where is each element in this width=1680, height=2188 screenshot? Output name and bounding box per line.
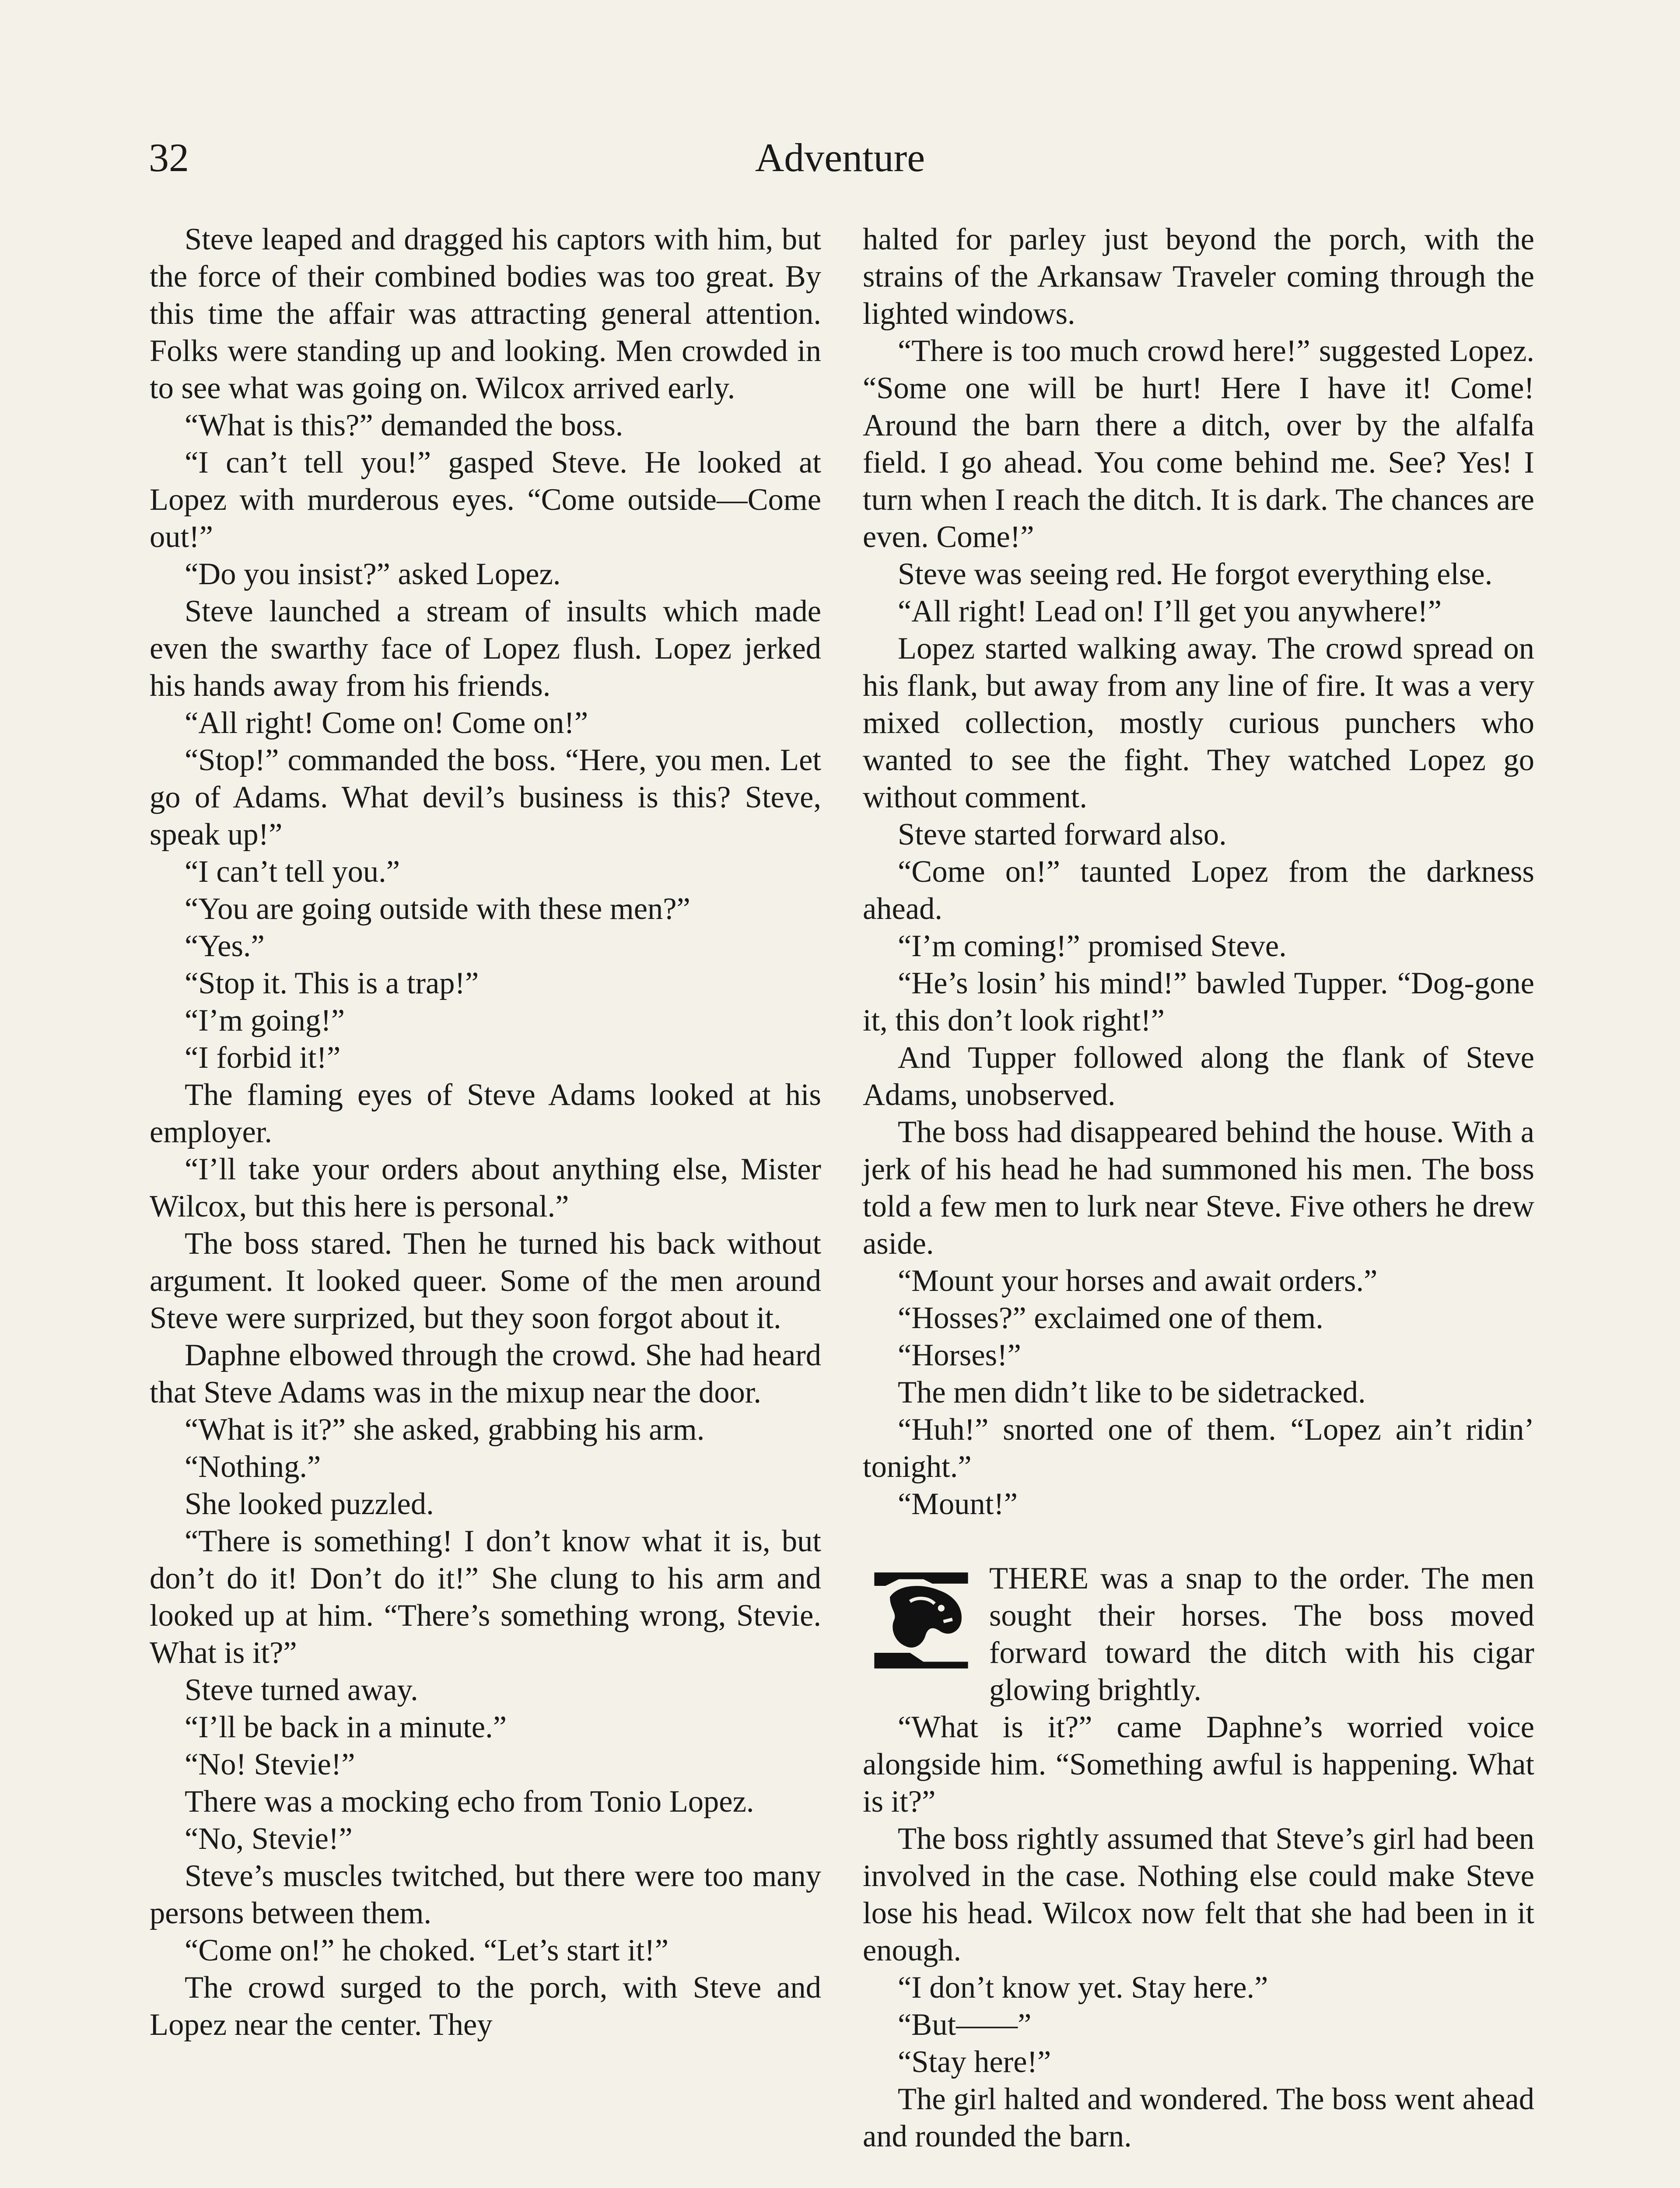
paragraph: “I don’t know yet. Stay here.” (898, 1971, 1268, 2005)
section-first-paragraph: THERE was a snap to the order. The men sought their horses. The boss moved forward toward the ditch with his cigar glowing brightly. (989, 1561, 1534, 1707)
paragraph: halted for parley just beyond the porch, with the strains of the Arkansaw Traveler coming through the lighted windows. (863, 222, 1534, 331)
paragraph: There was a mocking echo from Tonio Lopez. (185, 1785, 754, 1819)
paragraph: “Huh!” snorted one of them. “Lopez ain’t ridin’ tonight.” (863, 1413, 1534, 1484)
paragraph: “All right! Lead on! I’ll get you anywhere!” (898, 594, 1442, 628)
paragraph: Steve launched a stream of insults which made even the swarthy face of Lopez flush. Lopez jerked his hands away from his friends. (150, 594, 821, 703)
paragraph: The men didn’t like to be sidetracked. (898, 1375, 1366, 1410)
horse-head-icon (865, 1564, 977, 1675)
section-break (863, 1560, 1534, 2155)
paragraph: And Tupper followed along the flank of Steve Adams, unobserved. (863, 1041, 1534, 1112)
paragraph: The boss stared. Then he turned his back without argument. It looked queer. Some of the men around Steve were surprized, but they soon forgot about it. (150, 1227, 821, 1335)
page-number: 32 (149, 135, 189, 180)
paragraph: “What is it?” came Daphne’s worried voice alongside him. “Something awful is happening. What is it?” (863, 1710, 1534, 1819)
paragraph: “Mount!” (898, 1487, 1018, 1521)
paragraph: “Do you insist?” asked Lopez. (185, 557, 561, 591)
paragraph: Steve’s muscles twitched, but there were too many persons between them. (150, 1859, 821, 1930)
paragraph: “I’m coming!” promised Steve. (898, 929, 1287, 963)
paragraph: “I’ll take your orders about anything else, Mister Wilcox, but this here is personal.” (150, 1152, 821, 1224)
paragraph: “I can’t tell you!” gasped Steve. He looked at Lopez with murderous eyes. “Come outside—Come out!” (150, 445, 821, 554)
page-header (149, 127, 1531, 188)
paragraph: “Horses!” (898, 1338, 1021, 1372)
paragraph: “Mount your horses and await orders.” (898, 1264, 1378, 1298)
running-title: Adventure (755, 135, 925, 180)
paragraph: “What is it?” she asked, grabbing his arm. (185, 1413, 705, 1447)
paragraph: “Stop!” commanded the boss. “Here, you men. Let go of Adams. What devil’s business is this? Steve, speak up!” (150, 743, 821, 852)
paragraph: The boss had disappeared behind the house. With a jerk of his head he had summoned his men. The boss told a few men to lurk near Steve. Five others he drew aside. (863, 1115, 1534, 1261)
paragraph: “I can’t tell you.” (185, 855, 400, 889)
right-column (863, 221, 1534, 2155)
paragraph: “He’s losin’ his mind!” bawled Tupper. “Dog-gone it, this don’t look right!” (863, 966, 1534, 1038)
paragraph: “There is too much crowd here!” suggested Lopez. “Some one will be hurt! Here I have it! Come! Around the barn there a ditch, over by the alfalfa field. I go ahead. You come behind me. See? Yes! I turn when I reach the ditch. It is dark. The chances are even. Come!” (863, 334, 1534, 554)
paragraph: “Come on!” he choked. “Let’s start it!” (185, 1933, 669, 1967)
left-column (150, 221, 821, 2044)
paragraph: “You are going outside with these men?” (185, 892, 690, 926)
right-column-top (863, 221, 1534, 1523)
section-paragraphs (863, 1709, 1534, 2155)
paragraph: Lopez started walking away. The crowd spread on his flank, but away from any line of fire. It was a very mixed collection, mostly curious punchers who wanted to see the fight. They watched Lopez go without comment. (863, 631, 1534, 814)
paragraph: “Yes.” (185, 929, 265, 963)
paragraph: “There is something! I don’t know what it is, but don’t do it! Don’t do it!” She clung to his arm and looked up at him. “There’s something wrong, Stevie. What is it?” (150, 1524, 821, 1670)
paragraph: “Nothing.” (185, 1450, 321, 1484)
paragraph: Steve turned away. (185, 1673, 418, 1707)
paragraph: Steve leaped and dragged his captors with him, but the force of their combined bodies was too great. By this time the affair was attracting general attention. Folks were standing up and looking. Men crowded in to see what was going on. Wilcox arrived early. (150, 222, 821, 405)
horse-head-ornament-icon (865, 1564, 977, 1675)
paragraph: The girl halted and wondered. The boss went ahead and rounded the barn. (863, 2082, 1534, 2153)
paragraph: “Stop it. This is a trap!” (185, 966, 479, 1000)
paragraph: “No, Stevie!” (185, 1822, 353, 1856)
paragraph: “I forbid it!” (185, 1041, 341, 1075)
paragraph: “Stay here!” (898, 2045, 1051, 2079)
paragraph: “I’m going!” (185, 1003, 345, 1038)
paragraph: “All right! Come on! Come on!” (185, 706, 588, 740)
paragraph: Steve was seeing red. He forgot everything else. (898, 557, 1493, 591)
paragraph: “Hosses?” exclaimed one of them. (898, 1301, 1323, 1335)
paragraph: “No! Stevie!” (185, 1747, 355, 1781)
paragraph: The flaming eyes of Steve Adams looked at his employer. (150, 1078, 821, 1149)
paragraph: She looked puzzled. (185, 1487, 434, 1521)
paragraph: The crowd surged to the porch, with Steve and Lopez near the center. They (150, 1971, 821, 2042)
paragraph: Daphne elbowed through the crowd. She had heard that Steve Adams was in the mixup near the door. (150, 1338, 821, 1410)
paragraph: The boss rightly assumed that Steve’s girl had been involved in the case. Nothing else could make Steve lose his head. Wilcox now felt that she had been in it enough. (863, 1822, 1534, 1967)
paragraph: Steve started forward also. (898, 817, 1227, 852)
paragraph: “Come on!” taunted Lopez from the darkness ahead. (863, 855, 1534, 926)
paragraph: “But——” (898, 2008, 1032, 2042)
paragraph: “What is this?” demanded the boss. (185, 408, 623, 442)
paragraph: “I’ll be back in a minute.” (185, 1710, 507, 1744)
